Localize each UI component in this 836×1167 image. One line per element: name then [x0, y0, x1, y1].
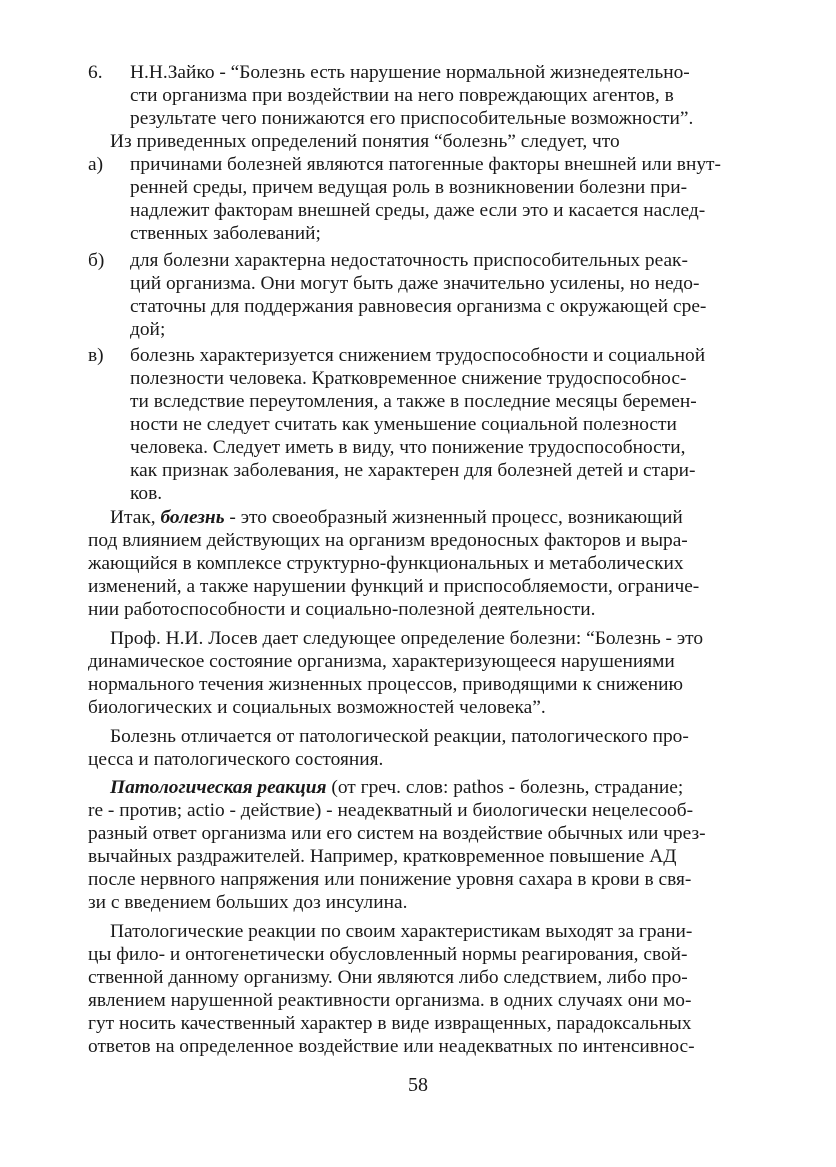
item-v-line-3: ти вследствие переутомления, а также в последние месяцы беремен-	[130, 391, 697, 412]
item-b-line-2: ций организма. Они могут быть даже значительно усилены, но недо-	[130, 273, 700, 294]
item-a-line-3: надлежит факторам внешней среды, даже если это и касается наслед-	[130, 200, 706, 221]
item-v-marker: в)	[88, 345, 104, 366]
itak-lead: Итак,	[110, 507, 161, 528]
item-b-line-3: статочны для поддержания равновесия организма с окружающей сре-	[130, 296, 707, 317]
item-v-line-1: болезнь характеризуется снижением трудоспособности и социальной	[130, 345, 706, 366]
reaction-rest: (от греч. слов: pathos - болезнь, страдание;	[326, 777, 684, 798]
item-v-line-7: ков.	[130, 483, 163, 504]
item-6-line-2: сти организма при воздействии на него повреждающих агентов, в	[130, 85, 674, 106]
page-number: 58	[408, 1074, 428, 1096]
reaction-line-6: зи с введением больших доз инсулина.	[88, 892, 408, 913]
last-line-5: гут носить качественный характер в виде извращенных, парадоксальных	[88, 1013, 692, 1034]
losev-line-1: Проф. Н.И. Лосев дает следующее определение болезни: “Болезнь - это	[110, 628, 704, 649]
losev-line-2: динамическое состояние организма, характеризующееся нарушениями	[88, 651, 675, 672]
last-line-4: явлением нарушенной реактивности организма. в одних случаях они мо-	[88, 990, 692, 1011]
item-v-line-5: человека. Следует иметь в виду, что понижение трудоспособности,	[130, 437, 686, 458]
item-v-line-2: полезности человека. Кратковременное снижение трудоспособнос-	[130, 368, 687, 389]
differs-line-1: Болезнь отличается от патологической реакции, патологического про-	[110, 726, 689, 747]
last-line-6: ответов на определенное воздействие или неадекватных по интенсивнос-	[88, 1036, 695, 1057]
reaction-line-1	[110, 777, 683, 799]
reaction-line-3: разный ответ организма или его систем на воздействие обычных или чрез-	[88, 823, 706, 844]
item-a-line-4: ственных заболеваний;	[130, 223, 321, 244]
itak-line-3: жающийся в комплексе структурно-функциональных и метаболических	[88, 553, 684, 574]
last-line-3: ственной данному организму. Они являются либо следствием, либо про-	[88, 967, 688, 988]
item-b-marker: б)	[88, 250, 105, 271]
differs-line-2: цесса и патологического состояния.	[88, 749, 384, 770]
item-b-line-4: дой;	[130, 319, 166, 340]
item-v-line-6: как признак заболевания, не характерен для болезней детей и стари-	[130, 460, 696, 481]
item-a-line-2: ренней среды, причем ведущая роль в возникновении болезни при-	[130, 177, 688, 198]
itak-line-1	[110, 507, 683, 529]
item-b-line-1: для болезни характерна недостаточность приспособительных реак-	[130, 250, 688, 271]
itak-rest: - это своеобразный жизненный процесс, возникающий	[224, 507, 683, 528]
term-pathological-reaction: Патологическая реакция	[110, 777, 327, 798]
item-a-line-1: причинами болезней являются патогенные факторы внешней или внут-	[130, 154, 721, 175]
term-bolezn: болезнь	[160, 507, 225, 528]
item-6-line-1: Н.Н.Зайко - “Болезнь есть нарушение нормальной жизнедеятельно-	[130, 62, 690, 83]
losev-line-3: нормального течения жизненных процессов, приводящими к снижению	[88, 674, 684, 695]
losev-line-4: биологических и социальных возможностей человека”.	[88, 697, 546, 718]
reaction-line-4: вычайных раздражителей. Например, кратковременное повышение АД	[88, 846, 677, 867]
reaction-line-5: после нервного напряжения или понижение уровня сахара в крови в свя-	[88, 869, 692, 890]
itak-line-2: под влиянием действующих на организм вредоносных факторов и выра-	[88, 530, 688, 551]
reaction-line-2: re - против; actio - действие) - неадекватный и биологически нецелесооб-	[88, 800, 694, 821]
item-v-line-4: ности не следует считать как уменьшение социальной полезности	[130, 414, 677, 435]
item-6-line-3: результате чего понижаются его приспособительные возможности”.	[130, 108, 694, 129]
itak-line-5: нии работоспособности и социально-полезной деятельности.	[88, 599, 596, 620]
item-a-marker: а)	[88, 154, 104, 175]
intro-line: Из приведенных определений понятия “болезнь” следует, что	[110, 131, 620, 152]
last-line-1: Патологические реакции по своим характеристикам выходят за грани-	[110, 921, 693, 942]
last-line-2: цы фило- и онтогенетически обусловленный нормы реагирования, свой-	[88, 944, 688, 965]
item-6-marker: 6.	[88, 62, 103, 83]
itak-line-4: изменений, а также нарушении функций и приспособляемости, ограниче-	[88, 576, 700, 597]
